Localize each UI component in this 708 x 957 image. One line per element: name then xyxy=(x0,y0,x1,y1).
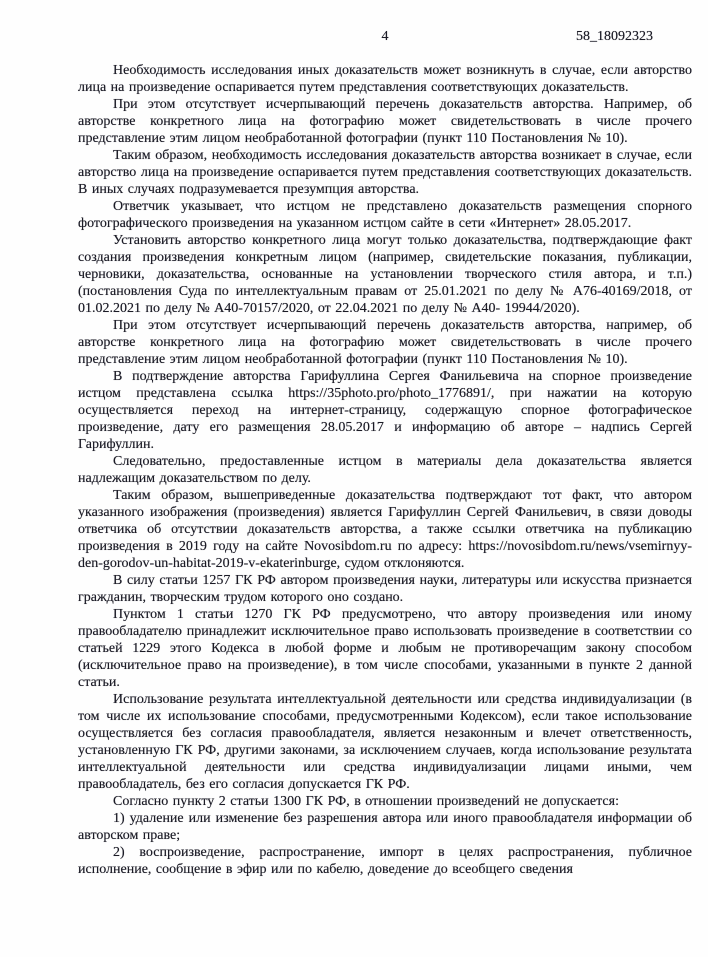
paragraph: Ответчик указывает, что истцом не представлено доказательств размещения спорного фотографического произведения на указанном истцом сайте в сети «Интернет» 28.05.2017. xyxy=(78,199,692,231)
page-header xyxy=(78,28,692,45)
paragraph: В силу статьи 1257 ГК РФ автором произведения науки, литературы или искусства признается гражданин, творческим трудом которого оно создано. xyxy=(78,573,692,605)
paragraph: 1) удаление или изменение без разрешения автора или иного правообладателя информации об авторском праве; xyxy=(78,811,692,843)
paragraph: Следовательно, предоставленные истцом в материалы дела доказательства является надлежащим доказательством по делу. xyxy=(78,454,692,486)
paragraph: При этом отсутствует исчерпывающий перечень доказательств авторства. Например, об авторстве конкретного лица на фотографию может свидетельствовать в числе прочего представление этим лицом необработанной фотографии (пункт 110 Постановления № 10). xyxy=(78,97,692,146)
page-number: 4 xyxy=(381,29,389,44)
paragraph: Пунктом 1 статьи 1270 ГК РФ предусмотрено, что автору произведения или иному правообладателю принадлежит исключительное право использовать произведение в соответствии со статьей 1229 этого Кодекса в любой форме и любым не противоречащим закону способом (исключительное право на произведение), в том числе способами, указанными в пункте 2 данной статьи. xyxy=(78,607,692,690)
paragraph: Необходимость исследования иных доказательств может возникнуть в случае, если авторство лица на произведение оспаривается путем представления соответствующих доказательств. xyxy=(78,63,692,95)
paragraph: Таким образом, необходимость исследования доказательств авторства возникает в случае, если авторство лица на произведение оспаривается путем представления соответствующих доказательств. В иных случаях подразумевается презумпция авторства. xyxy=(78,148,692,197)
paragraph: Согласно пункту 2 статьи 1300 ГК РФ, в отношении произведений не допускается: xyxy=(113,794,619,809)
paragraph: При этом отсутствует исчерпывающий перечень доказательств авторства, например, об авторстве конкретного лица на фотографию может свидетельствовать в числе прочего представление этим лицом необработанной фотографии (пункт 110 Постановления № 10). xyxy=(78,318,692,367)
paragraph: В подтверждение авторства Гарифуллина Сергея Фанильевича на спорное произведение истцом представлена ссылка https://35photo.pro/photo_1776891/, при нажатии на которую осуществляется переход на интернет-страницу, содержащую спорное фотографическое произведение, дату его размещения 28.05.2017 и информацию об авторе – надпись Сергей Гарифуллин. xyxy=(78,369,692,452)
document-body xyxy=(0,62,708,878)
paragraph: 2) воспроизведение, распространение, импорт в целях распространения, публичное исполнение, сообщение в эфир или по кабелю, доведение до всеобщего сведения xyxy=(78,845,692,877)
paragraph: Таким образом, вышеприведенные доказательства подтверждают тот факт, что автором указанного изображения (произведения) является Гарифуллин Сергей Фанильевич, в связи доводы ответчика об отсутствии доказательств авторства, а также ссылки ответчика на публикацию произведения в 2019 году на сайте Novosibdom.ru по адресу: https://novosibdom.ru/news/vsemirnyy-den-gorodov-un-habitat-2019-v-ekaterinburge, судом отклоняются. xyxy=(78,488,692,571)
paragraph: Установить авторство конкретного лица могут только доказательства, подтверждающие факт создания произведения конкретным лицом (например, свидетельские показания, публикации, черновики, доказательства, основанные на установлении творческого стиля автора, и т.п.) (постановления Суда по интеллектуальным правам от 25.01.2021 по делу № А76-40169/2018, от 01.02.2021 по делу № А40-70157/2020, от 22.04.2021 по делу № А40- 19944/2020). xyxy=(78,233,692,316)
paragraph: Использование результата интеллектуальной деятельности или средства индивидуализации (в том числе их использование способами, предусмотренными Кодексом), если такое использование осуществляется без согласия правообладателя, является незаконным и влечет ответственность, установленную ГК РФ, другими законами, за исключением случаев, когда использование результата интеллектуальной деятельности или средства индивидуализации лицами иными, чем правообладатель, без его согласия допускается ГК РФ. xyxy=(78,692,692,792)
document-number: 58_18092323 xyxy=(576,29,653,44)
